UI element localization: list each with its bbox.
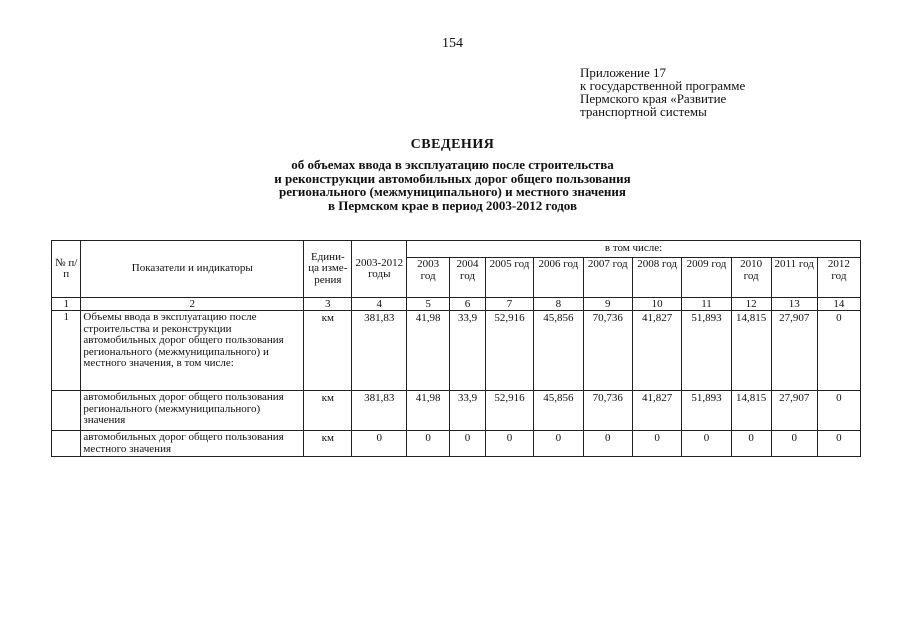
- row-indicator-name: автомобильных дорог общего пользования регионального (межмуниципального) значения: [81, 391, 304, 431]
- row-year-value: 27,907: [771, 311, 817, 391]
- subtitle-line: в Пермском крае в период 2003-2012 годов: [328, 197, 577, 213]
- row-year-value: 51,893: [682, 391, 731, 431]
- column-number: 6: [450, 298, 486, 311]
- row-number: [52, 431, 81, 457]
- row-year-value: 27,907: [771, 391, 817, 431]
- row-year-value: 33,9: [450, 311, 486, 391]
- column-number: 2: [81, 298, 304, 311]
- row-year-value: 0: [817, 391, 860, 431]
- column-number: 14: [817, 298, 860, 311]
- table-row: [52, 431, 861, 457]
- row-unit: км: [304, 431, 352, 457]
- header-including: в том числе:: [407, 241, 861, 258]
- road-commissioning-table: [51, 240, 861, 457]
- row-year-value: 0: [450, 431, 486, 457]
- row-year-value: 52,916: [485, 311, 533, 391]
- row-year-value: 41,98: [407, 391, 450, 431]
- row-total: 381,83: [352, 391, 407, 431]
- header-year: 2009 год: [682, 258, 731, 298]
- header-year: 2007 год: [583, 258, 632, 298]
- appendix-line: к государственной программе: [580, 78, 746, 93]
- column-number: 7: [485, 298, 533, 311]
- subtitle-line: регионального (межмуниципального) и местного значения: [279, 184, 626, 199]
- row-year-value: 0: [583, 431, 632, 457]
- row-year-value: 0: [682, 431, 731, 457]
- row-year-value: 0: [485, 431, 533, 457]
- row-year-value: 0: [817, 431, 860, 457]
- column-number: 5: [407, 298, 450, 311]
- row-year-value: 14,815: [731, 391, 771, 431]
- appendix-line: Приложение 17: [580, 65, 667, 80]
- header-year: 2003 год: [407, 258, 450, 298]
- row-indicator-name: автомобильных дорог общего пользования местного значения: [81, 431, 304, 457]
- subtitle-line: и реконструкции автомобильных дорог общего пользования: [274, 170, 631, 186]
- column-number: 9: [583, 298, 632, 311]
- row-year-value: 14,815: [731, 311, 771, 391]
- table-body: [52, 311, 861, 457]
- header-year: 2011 год: [771, 258, 817, 298]
- document-subtitle: [0, 158, 905, 212]
- column-number: 1: [52, 298, 81, 311]
- row-number: 1: [52, 311, 81, 391]
- row-number: [52, 391, 81, 431]
- row-year-value: 70,736: [583, 311, 632, 391]
- header-total: 2003-2012 годы: [352, 241, 407, 298]
- header-num: № п/п: [52, 241, 81, 298]
- column-number: 12: [731, 298, 771, 311]
- row-unit: км: [304, 391, 352, 431]
- column-number: 8: [534, 298, 583, 311]
- row-year-value: 0: [817, 311, 860, 391]
- row-indicator-name: Объемы ввода в эксплуатацию после строительства и реконструкции автомобильных дорог общего пользования регионального (межмуниципального) и местного значения, в том числе:: [81, 311, 304, 391]
- page-number: 154: [442, 36, 463, 51]
- row-year-value: 0: [407, 431, 450, 457]
- header-year: 2012 год: [817, 258, 860, 298]
- row-year-value: 0: [771, 431, 817, 457]
- row-year-value: 0: [534, 431, 583, 457]
- row-total: 381,83: [352, 311, 407, 391]
- column-numbers-row: [52, 298, 861, 311]
- header-indicator: Показатели и индикаторы: [81, 241, 304, 298]
- row-year-value: 45,856: [534, 311, 583, 391]
- column-number: 13: [771, 298, 817, 311]
- table-row: [52, 391, 861, 431]
- header-unit: Едини-ца изме-рения: [304, 241, 352, 298]
- header-year: 2005 год: [485, 258, 533, 298]
- table-header: [52, 241, 861, 311]
- row-year-value: 52,916: [485, 391, 533, 431]
- appendix-note: [580, 66, 880, 118]
- subtitle-line: об объемах ввода в эксплуатацию после строительства: [291, 157, 614, 172]
- column-number: 10: [632, 298, 681, 311]
- appendix-line: Пермского края «Развитие: [580, 91, 727, 106]
- table-row: [52, 311, 861, 391]
- column-number: 4: [352, 298, 407, 311]
- header-year: 2010 год: [731, 258, 771, 298]
- row-year-value: 33,9: [450, 391, 486, 431]
- document-title: СВЕДЕНИЯ: [410, 137, 495, 152]
- row-year-value: 0: [632, 431, 681, 457]
- row-total: 0: [352, 431, 407, 457]
- row-year-value: 41,98: [407, 311, 450, 391]
- column-number: 3: [304, 298, 352, 311]
- appendix-line: транспортной системы: [580, 104, 707, 119]
- row-year-value: 45,856: [534, 391, 583, 431]
- row-year-value: 51,893: [682, 311, 731, 391]
- column-number: 11: [682, 298, 731, 311]
- row-year-value: 70,736: [583, 391, 632, 431]
- row-year-value: 41,827: [632, 391, 681, 431]
- header-year: 2004 год: [450, 258, 486, 298]
- row-year-value: 41,827: [632, 311, 681, 391]
- header-year: 2006 год: [534, 258, 583, 298]
- header-year: 2008 год: [632, 258, 681, 298]
- row-year-value: 0: [731, 431, 771, 457]
- row-unit: км: [304, 311, 352, 391]
